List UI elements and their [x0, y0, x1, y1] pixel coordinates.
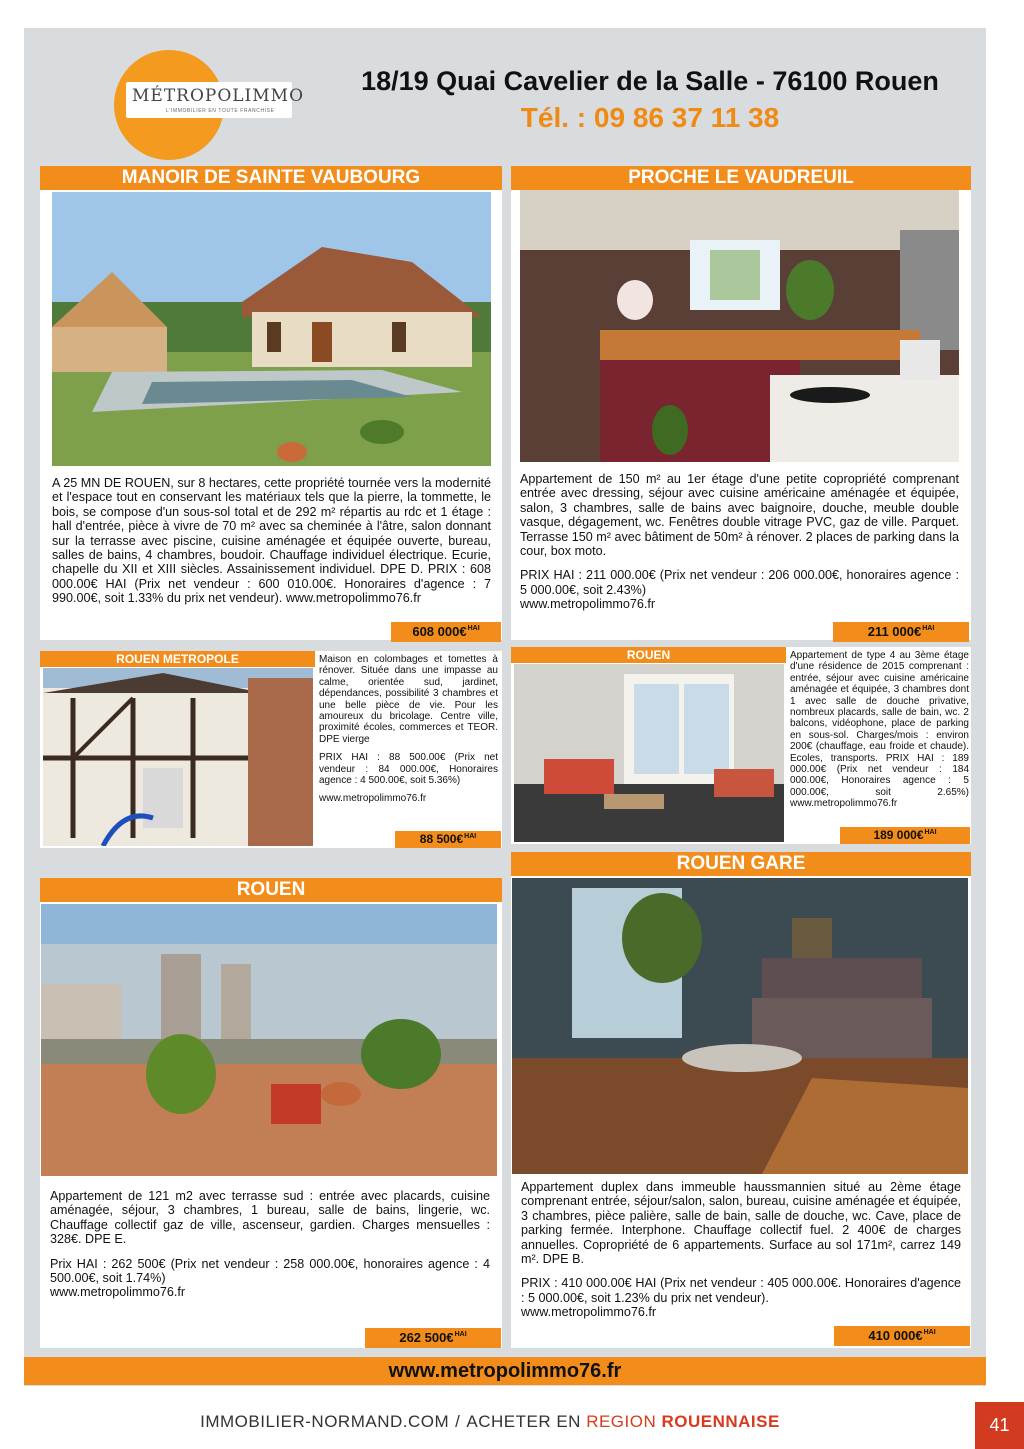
listing-desc-rouen-terrasse [50, 1189, 490, 1319]
listing-desc-rouen-terrasse-text: Appartement de 121 m2 avec terrasse sud : entrée avec placards, cuisine aménagée, séjour, 3 chambres, 1 bureau, salle de bains, lingerie, wc. Chauffage collectif gaz de ville, ascenseur, gardien. Charges mensuelles : 328€. DPE E. [50, 1189, 490, 1247]
listing-desc-vaudreuil-text: Appartement de 150 m² au 1er étage d'une petite copropriété comprenant entrée avec dressing, séjour avec cuisine américaine aménagée et équipée, salon, 3 chambres, salle de bains avec baignoire, douche, meuble double vasque, dégagement, wc. Fenêtres double vitrage PVC, gaz de ville. Parquet. Terrasse 150 m² avec bâtiment de 50m² à rénover. 2 places de parking dans la cour, box moto. [520, 472, 959, 559]
price-suffix: HAI [467, 625, 480, 632]
price-suffix: HAI [924, 829, 937, 836]
listing-desc-rouen-t4: Appartement de type 4 au 3ème étage d'une résidence de 2015 comprenant : entrée, séjour avec cuisine américaine aménagée et équipée, 3 chambres dont 1 avec salle de douche privative, nombreux placards, salle de bain, wc. 2 balcons, vidéophone, place de parking en sous-sol. Charges/mois : environ 200€ (chauffage, eau froide et chaude). Ecoles, transports. PRIX HAI : 189 000.00€ (Prix net vendeur : 184 000.00€, Honoraires agence : 5 000.00€, soit 2.65%) www.metropolimmo76.fr [790, 650, 969, 810]
photo-vaudreuil[interactable] [520, 190, 959, 462]
listing-desc-rouen-gare [521, 1180, 961, 1330]
listing-title-rouen-terrasse: ROUEN [40, 878, 502, 902]
price-value: 189 000€ [873, 828, 924, 842]
footer-region-label: REGION [586, 1412, 657, 1431]
listing-title-rouen-t4: ROUEN [511, 647, 786, 663]
agency-address: 18/19 Quai Cavelier de la Salle - 76100 Rouen [361, 66, 939, 96]
price-tag-manoir [391, 622, 501, 642]
listing-title-rouen-metropole: ROUEN METROPOLE [40, 651, 315, 667]
listing-website-link[interactable]: www.metropolimmo76.fr [319, 793, 427, 805]
listing-desc-manoir: A 25 MN DE ROUEN, sur 8 hectares, cette propriété tournée vers la modernité et l'espace tout en conservant les matériaux tels que la pierre, la tommette, le bois, se compose d'un sous-sol total et de 292 m² répartis au rdc et 1 étage : hall d'entrée, pièce à vivre de 70 m² avec sa cheminée à l'âtre, salon donnant sur la terrasse avec piscine, cuisine aménagée et équipée ouverte, bureau, salles de bains, 4 chambres, boudoir. Chauffage individuel électrique. Ecurie, chapelle du XII et XIII siècles. Assainissement individuel. DPE D. PRIX : 608 000.00€ HAI (Prix net vendeur : 600 010.00€. Honoraires d'agence : 7 990.00€, soit 1.33% du prix net vendeur). www.metropolimmo76.fr [52, 476, 491, 606]
listing-price-line-rouen-metropole: PRIX HAI : 88 500.00€ (Prix net vendeur : 84 000.00€, Honoraires agence : 4 500.00€, soit 5.36%) [319, 752, 498, 787]
photo-manoir[interactable] [52, 192, 491, 466]
price-tag-rouen-gare [834, 1326, 970, 1346]
logo-name: MÉTROPOLIMMO [132, 86, 305, 106]
listing-title-vaudreuil: PROCHE LE VAUDREUIL [511, 166, 971, 190]
footer-city-label: ROUENNAISE [661, 1412, 780, 1431]
price-value: 211 000€ [867, 624, 922, 639]
agency-phone[interactable]: Tél. : 09 86 37 11 38 [520, 102, 780, 133]
footer-site-link[interactable]: IMMOBILIER-NORMAND.COM [200, 1412, 450, 1431]
photo-rouen-t4[interactable] [514, 664, 784, 842]
photo-rouen-terrasse[interactable] [41, 904, 497, 1176]
listing-title-rouen-gare: ROUEN GARE [511, 852, 971, 876]
price-suffix: HAI [464, 833, 477, 840]
price-suffix: HAI [922, 625, 935, 632]
listing-price-line-rouen-terrasse: Prix HAI : 262 500€ (Prix net vendeur : 258 000.00€, honoraires agence : 4 500.00€, soit 1.74%) www.metropolimmo76.fr [50, 1256, 490, 1300]
listing-price-line-rouen-gare: PRIX : 410 000.00€ HAI (Prix net vendeur : 405 000.00€. Honoraires d'agence : 5 000.00€, soit 1.23% du prix net vendeur). www.metropolimmo76.fr [521, 1276, 961, 1320]
photo-rouen-metropole[interactable] [43, 668, 313, 846]
logo-tagline: L'IMMOBILIER EN TOUTE FRANCHISE [166, 108, 275, 114]
listing-website-link[interactable]: www.metropolimmo76.fr [50, 1285, 186, 1300]
price-value: 608 000€ [412, 624, 467, 639]
footer-separator: / [455, 1412, 461, 1431]
price-suffix: HAI [923, 1329, 936, 1336]
listing-price-line-vaudreuil: PRIX HAI : 211 000.00€ (Prix net vendeur : 206 000.00€, honoraires agence : 5 000.00€, soit 2.43%) www.metropolimmo76.fr [520, 568, 959, 612]
price-value: 262 500€ [399, 1330, 454, 1345]
listing-desc-rouen-gare-text: Appartement duplex dans immeuble haussmannien situé au 2ème étage comprenant entrée, séjour/salon, salon, bureau, cuisine aménagée et équipée, 3 chambres, pièce palière, salle de bain, salle de douche, wc. Cave, place de parking fermée. Interphone. Chauffage collectif fuel. 2 400€ de charges annuelles. Copropriété de 6 appartements. Surface au sol 171m², carrez 149 m². DPE B. [521, 1180, 961, 1267]
listing-website-link[interactable]: www.metropolimmo76.fr [521, 1305, 657, 1320]
page-number: 41 [975, 1402, 1024, 1449]
logo[interactable] [126, 82, 305, 118]
price-value: 88 500€ [419, 832, 464, 846]
price-tag-rouen-terrasse [365, 1328, 501, 1348]
price-suffix: HAI [454, 1331, 467, 1338]
listing-desc-rouen-metropole-text: Maison en colombages et tomettes à rénover. Située dans une impasse au calme, orientée sud, jardinet, dépendances, possibilité 3 chambres et une belle pièce de vie. Pour les amoureux du bricolage. Centre ville, proximité écoles, commerces et TEOR. DPE vierge [319, 654, 498, 745]
price-tag-vaudreuil [833, 622, 969, 642]
footer-website-link[interactable]: www.metropolimmo76.fr [24, 1357, 986, 1385]
listing-title-manoir: MANOIR DE SAINTE VAUBOURG [40, 166, 502, 190]
footer-acheter-label: ACHETER EN [466, 1412, 581, 1431]
listing-desc-vaudreuil [520, 472, 959, 632]
price-value: 410 000€ [868, 1328, 923, 1343]
price-tag-rouen-t4 [840, 827, 970, 844]
page-footer [0, 1412, 980, 1432]
price-tag-rouen-metropole [395, 831, 501, 848]
listing-website-link[interactable]: www.metropolimmo76.fr [520, 597, 656, 612]
listing-desc-rouen-metropole [319, 654, 498, 826]
photo-rouen-gare[interactable] [512, 878, 968, 1174]
